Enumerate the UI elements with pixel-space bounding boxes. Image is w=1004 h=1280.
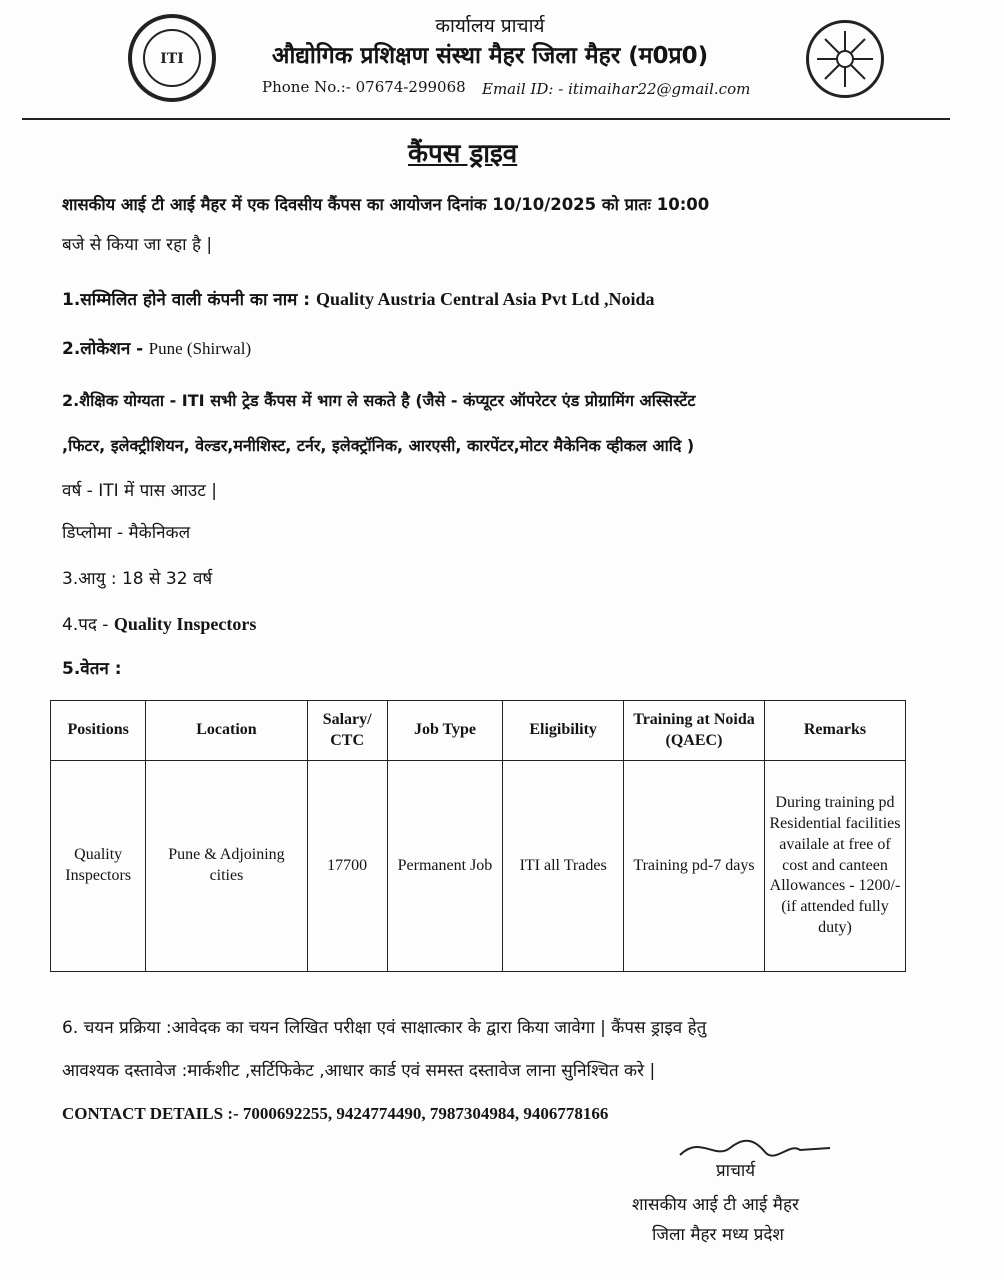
cell-eligibility: ITI all Trades (503, 761, 624, 972)
email-address: Email ID: - itimaihar22@gmail.com (482, 80, 751, 98)
col-header: Eligibility (503, 701, 624, 761)
qualification-line-1: 2.शैक्षिक योग्यता - ITI सभी ट्रेड कैंपस में भाग ले सकते है (जैसे - कंप्यूटर ऑपरेटर एंड प्रोग्रामिंग अस्सिस्टेंट (62, 391, 696, 410)
company-row (62, 287, 654, 310)
col-header: Positions (51, 701, 146, 761)
company-name: Quality Austria Central Asia Pvt Ltd ,Noida (315, 289, 655, 309)
svg-text:ITI: ITI (160, 51, 184, 67)
post-label: 4.पद - (62, 615, 109, 635)
cell-training: Training pd-7 days (623, 761, 764, 972)
qualification-line-2: ,फिटर, इलेक्ट्रीशियन, वेल्डर,मनीशिस्ट, टर्नर, इलेक्ट्रॉनिक, आरएसी, कारपेंटर,मोटर मैकेनिक व्हीकल आदि ) (62, 436, 695, 455)
phone-number: Phone No.:- 07674-299068 (262, 78, 466, 96)
office-title: कार्यालय प्राचार्य (435, 15, 545, 37)
col-header: Training at Noida (QAEC) (623, 701, 764, 761)
cell-job-type: Permanent Job (387, 761, 503, 972)
company-label: 1.सम्मिलित होने वाली कंपनी का नाम : (62, 290, 311, 310)
post-row (62, 612, 256, 635)
col-header: Remarks (764, 701, 905, 761)
iti-logo-left (128, 14, 216, 102)
notice-title: कैंपस ड्राइव (408, 139, 518, 169)
table-row (51, 761, 906, 972)
seal-icon (809, 23, 881, 95)
diploma-line: डिप्लोमा - मैकेनिकल (62, 523, 191, 543)
selection-line-1: 6. चयन प्रक्रिया :आवेदक का चयन लिखित परीक्षा एवं साक्षात्कार के द्वारा किया जावेगा | कैंपस ड्राइव हेतु (62, 1018, 707, 1038)
col-header: Salary/ CTC (307, 701, 387, 761)
institute-name: औद्योगिक प्रशिक्षण संस्था मैहर जिला मैहर (म0प्र0) (271, 43, 709, 69)
contact-details: CONTACT DETAILS :- 7000692255, 9424774490, 7987304984, 9406778166 (62, 1104, 609, 1123)
govt-seal-right (806, 20, 884, 98)
signature-line-2: जिला मैहर मध्य प्रदेश (652, 1225, 784, 1245)
header-divider (22, 118, 950, 120)
intro-line-1: शासकीय आई टी आई मैहर में एक दिवसीय कैंपस का आयोजन दिनांक 10/10/2025 को प्रातः 10:00 (62, 195, 710, 214)
cell-salary: 17700 (307, 761, 387, 972)
age-line: 3.आयु : 18 से 32 वर्ष (62, 569, 213, 589)
table-header-row (51, 701, 906, 761)
col-header: Job Type (387, 701, 503, 761)
post-value: Quality Inspectors (113, 614, 257, 634)
year-line: वर्ष - ITI में पास आउट | (62, 481, 217, 501)
selection-line-2: आवश्यक दस्तावेज :मार्कशीट ,सर्टिफिकेट ,आधार कार्ड एवं समस्त दस्तावेज लाना सुनिश्चित करे | (62, 1061, 656, 1081)
job-details-table (50, 700, 906, 972)
salary-label: 5.वेतन : (62, 659, 122, 679)
signature-line-1: शासकीय आई टी आई मैहर (632, 1195, 799, 1215)
cell-location: Pune & Adjoining cities (146, 761, 307, 972)
intro-line-2: बजे से किया जा रहा है | (62, 235, 213, 255)
signature-role: प्राचार्य (716, 1161, 756, 1181)
location-value: Pune (Shirwal) (148, 339, 252, 358)
location-label: 2.लोकेशन - (62, 339, 144, 359)
cell-position: Quality Inspectors (51, 761, 146, 972)
cell-remarks: During training pd Residential facilities availale at free of cost and canteen Allowances - 1200/-(if attended fully duty) (764, 761, 905, 972)
col-header: Location (146, 701, 307, 761)
emblem-icon (132, 18, 212, 98)
location-row (62, 336, 251, 359)
